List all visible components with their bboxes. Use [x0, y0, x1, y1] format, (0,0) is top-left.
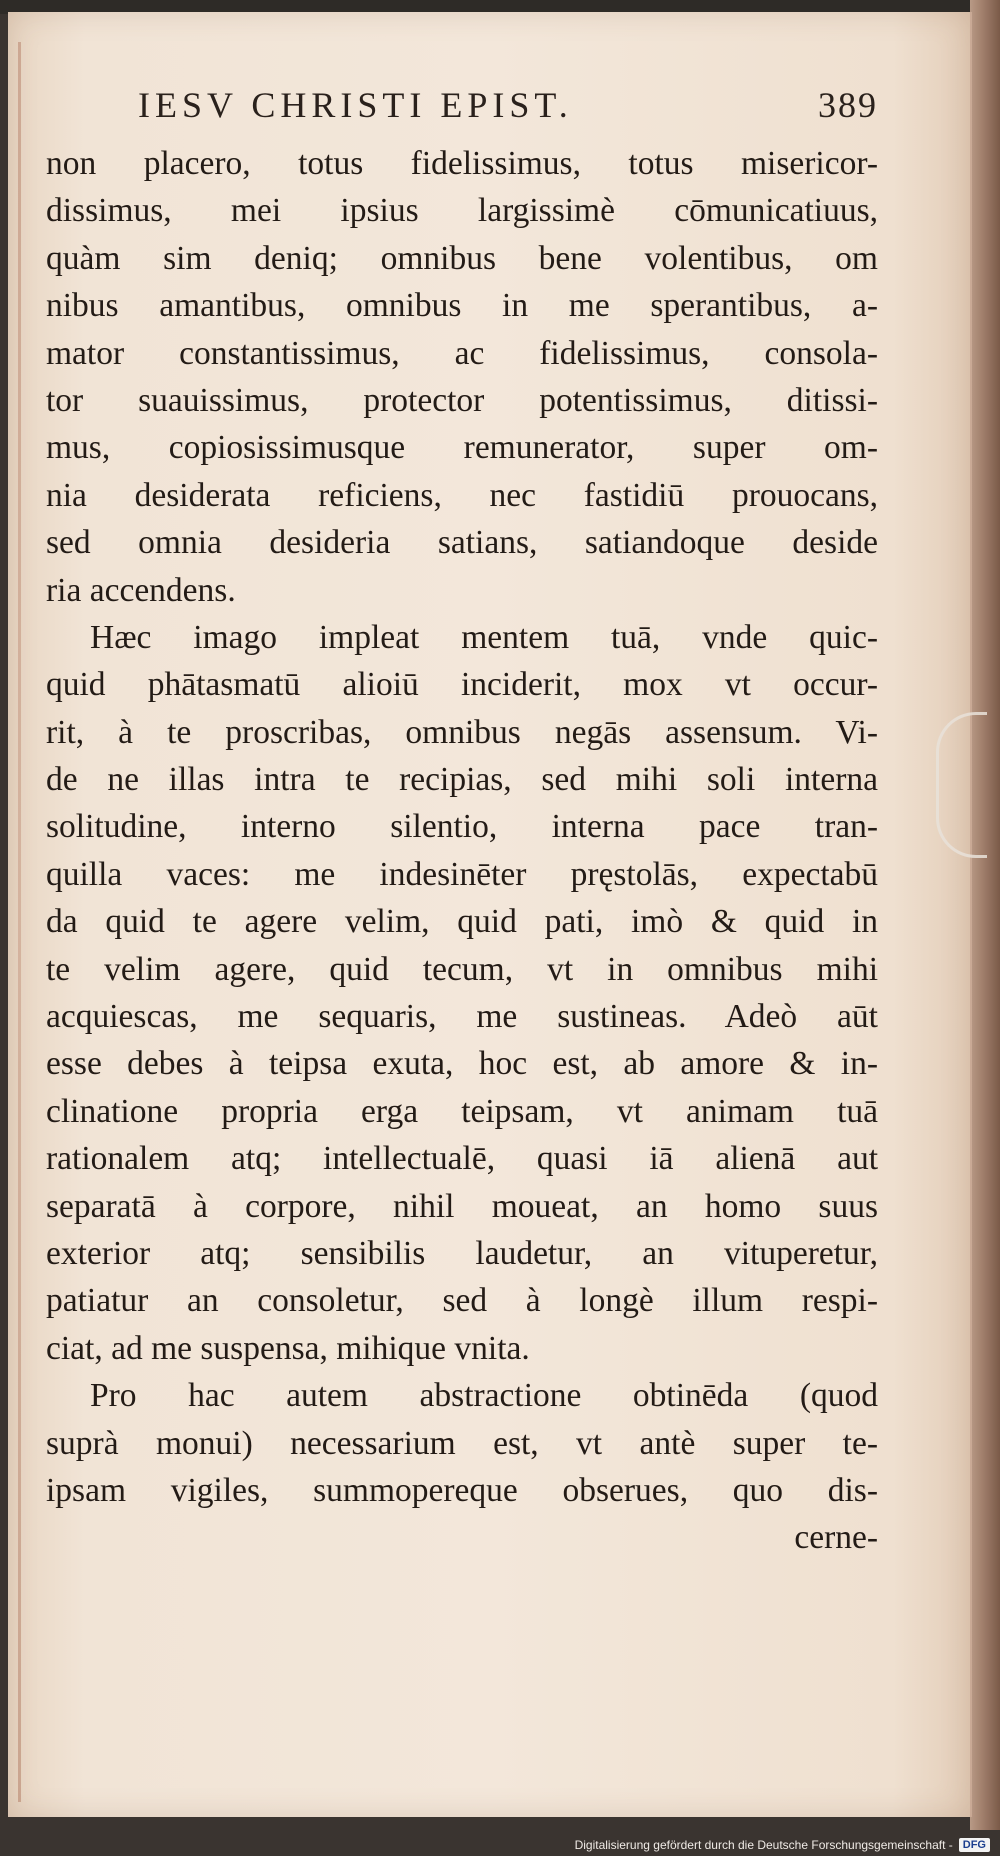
text-line: quàm sim deniq; omnibus bene volentibus, om	[46, 239, 878, 277]
text-line: exterior atq; sensibilis laudetur, an vituperetur,	[46, 1234, 878, 1272]
text-line: mus, copiosissimusque remunerator, super om-	[46, 429, 878, 467]
text-line: quilla vaces: me indesinēter pręstolās, expectabū	[46, 855, 878, 893]
text-line: nia desiderata reficiens, nec fastidiū prouocans,	[46, 476, 878, 514]
text-line: ria accendens.	[46, 571, 236, 609]
credit-text: Digitalisierung gefördert durch die Deutsche Forschungsgemeinschaft -	[574, 1838, 953, 1852]
page-number: 389	[818, 85, 878, 125]
text-line: esse debes à teipsa exuta, hoc est, ab amore & in-	[46, 1045, 878, 1083]
text-line: acquiescas, me sequaris, me sustineas. Adeò aūt	[46, 998, 878, 1036]
digitization-credit	[575, 1838, 990, 1852]
dfg-logo: DFG	[959, 1838, 990, 1852]
text-line: rit, à te proscribas, omnibus negās assensum. Vi-	[46, 713, 878, 751]
text-line: rationalem atq; intellectualē, quasi iā alienā aut	[46, 1140, 878, 1178]
body-text	[46, 140, 878, 1562]
text-line: da quid te agere velim, quid pati, imò & quid in	[46, 903, 878, 941]
text-line: clinatione propria erga teipsam, vt animam tuā	[46, 1092, 878, 1130]
book-fore-edge	[970, 0, 1000, 1830]
text-line: patiatur an consoletur, sed à longè illum respi-	[46, 1282, 878, 1320]
text-line: tor suauissimus, protector potentissimus, ditissi-	[46, 381, 878, 419]
text-line: dissimus, mei ipsius largissimè cōmunicatiuus,	[46, 192, 878, 230]
catchword: cerne-	[794, 1519, 878, 1557]
text-line: quid phātasmatū alioiū inciderit, mox vt occur-	[46, 666, 878, 704]
text-line: separatā à corpore, nihil moueat, an homo suus	[46, 1187, 878, 1225]
text-line: te velim agere, quid tecum, vt in omnibus mihi	[46, 950, 878, 988]
text-line: suprà monui) necessarium est, vt antè super te-	[46, 1424, 878, 1462]
text-line: non placero, totus fidelissimus, totus misericor-	[46, 145, 878, 182]
gutter-edge	[18, 42, 21, 1802]
text-line: sed omnia desideria satians, satiandoque deside	[46, 524, 878, 562]
text-line: ipsam vigiles, summopereque obserues, quo dis-	[46, 1471, 878, 1509]
paragraph-start-line: Pro hac autem abstractione obtinēda (quod	[90, 1377, 878, 1415]
book-page	[8, 12, 972, 1817]
text-line: ciat, ad me suspensa, mihique vnita.	[46, 1329, 530, 1367]
text-line: de ne illas intra te recipias, sed mihi soli interna	[46, 761, 878, 799]
text-line: nibus amantibus, omnibus in me sperantibus, a-	[46, 287, 878, 325]
page-header	[138, 84, 878, 126]
text-line: solitudine, interno silentio, interna pace tran-	[46, 808, 878, 846]
paragraph-start-line: Hæc imago impleat mentem tuā, vnde quic-	[90, 618, 878, 656]
text-line: mator constantissimus, ac fidelissimus, consola-	[46, 334, 878, 372]
paper-clip-mark	[936, 712, 987, 858]
running-title: IESV CHRISTI EPIST.	[138, 85, 573, 125]
